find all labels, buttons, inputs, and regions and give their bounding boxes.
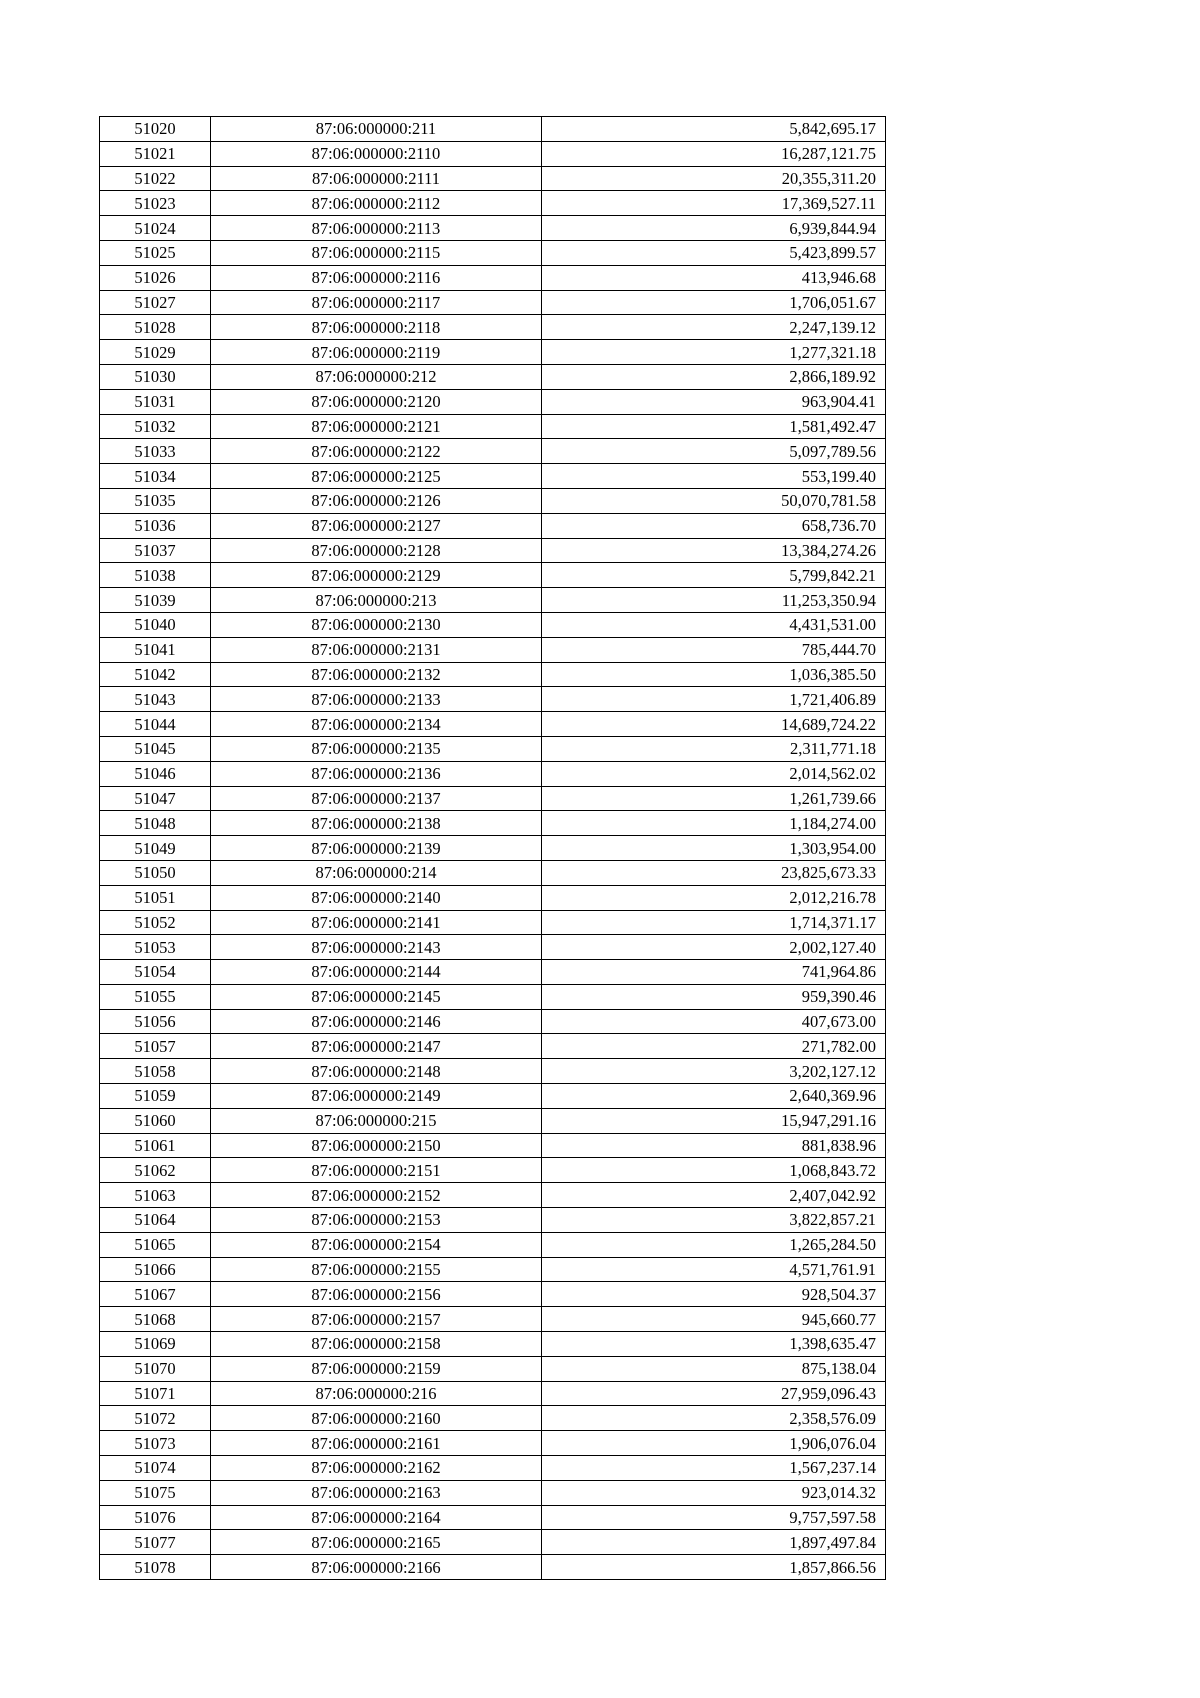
cadastral-number-cell: 87:06:000000:2117: [211, 290, 542, 315]
row-number-cell: 51040: [100, 612, 211, 637]
row-number-cell: 51064: [100, 1208, 211, 1233]
cadastral-number-cell: 87:06:000000:2134: [211, 712, 542, 737]
value-cell: 1,567,237.14: [542, 1456, 886, 1481]
cadastral-number-cell: 87:06:000000:216: [211, 1381, 542, 1406]
value-cell: 1,068,843.72: [542, 1158, 886, 1183]
table-row: [100, 1505, 886, 1530]
cadastral-number-cell: 87:06:000000:2160: [211, 1406, 542, 1431]
row-number-cell: 51060: [100, 1108, 211, 1133]
cadastral-number-cell: 87:06:000000:213: [211, 588, 542, 613]
value-cell: 4,571,761.91: [542, 1257, 886, 1282]
cadastral-number-cell: 87:06:000000:2141: [211, 910, 542, 935]
table-row: [100, 538, 886, 563]
value-cell: 14,689,724.22: [542, 712, 886, 737]
table-row: [100, 910, 886, 935]
table-row: [100, 637, 886, 662]
table-row: [100, 1084, 886, 1109]
value-cell: 741,964.86: [542, 960, 886, 985]
value-cell: 2,407,042.92: [542, 1183, 886, 1208]
cadastral-number-cell: 87:06:000000:2143: [211, 935, 542, 960]
value-cell: 945,660.77: [542, 1307, 886, 1332]
value-cell: 2,014,562.02: [542, 761, 886, 786]
value-cell: 17,369,527.11: [542, 191, 886, 216]
table-row: [100, 364, 886, 389]
cadastral-number-cell: 87:06:000000:211: [211, 117, 542, 142]
table-row: [100, 1480, 886, 1505]
value-cell: 553,199.40: [542, 464, 886, 489]
row-number-cell: 51067: [100, 1282, 211, 1307]
row-number-cell: 51063: [100, 1183, 211, 1208]
table-row: [100, 885, 886, 910]
value-cell: 2,640,369.96: [542, 1084, 886, 1109]
table-row: [100, 315, 886, 340]
row-number-cell: 51058: [100, 1059, 211, 1084]
cadastral-number-cell: 87:06:000000:2119: [211, 340, 542, 365]
row-number-cell: 51032: [100, 414, 211, 439]
value-cell: 23,825,673.33: [542, 860, 886, 885]
row-number-cell: 51073: [100, 1431, 211, 1456]
value-cell: 1,906,076.04: [542, 1431, 886, 1456]
value-cell: 928,504.37: [542, 1282, 886, 1307]
value-cell: 1,277,321.18: [542, 340, 886, 365]
cadastral-number-cell: 87:06:000000:2140: [211, 885, 542, 910]
row-number-cell: 51076: [100, 1505, 211, 1530]
row-number-cell: 51022: [100, 166, 211, 191]
cadastral-number-cell: 87:06:000000:2139: [211, 836, 542, 861]
table-row: [100, 786, 886, 811]
row-number-cell: 51062: [100, 1158, 211, 1183]
value-cell: 1,706,051.67: [542, 290, 886, 315]
row-number-cell: 51047: [100, 786, 211, 811]
row-number-cell: 51025: [100, 240, 211, 265]
cadastral-number-cell: 87:06:000000:2138: [211, 811, 542, 836]
value-cell: 1,857,866.56: [542, 1555, 886, 1580]
table-row: [100, 1282, 886, 1307]
value-cell: 658,736.70: [542, 513, 886, 538]
cadastral-number-cell: 87:06:000000:2136: [211, 761, 542, 786]
table-row: [100, 736, 886, 761]
cadastral-number-cell: 87:06:000000:2118: [211, 315, 542, 340]
cadastral-number-cell: 87:06:000000:2128: [211, 538, 542, 563]
row-number-cell: 51059: [100, 1084, 211, 1109]
table-row: [100, 712, 886, 737]
table-row: [100, 439, 886, 464]
table-row: [100, 984, 886, 1009]
row-number-cell: 51053: [100, 935, 211, 960]
row-number-cell: 51027: [100, 290, 211, 315]
value-cell: 2,866,189.92: [542, 364, 886, 389]
table-row: [100, 1158, 886, 1183]
table-row: [100, 1431, 886, 1456]
value-cell: 407,673.00: [542, 1009, 886, 1034]
table-row: [100, 935, 886, 960]
value-cell: 1,581,492.47: [542, 414, 886, 439]
value-cell: 1,721,406.89: [542, 687, 886, 712]
cadastral-number-cell: 87:06:000000:2147: [211, 1034, 542, 1059]
value-cell: 1,265,284.50: [542, 1232, 886, 1257]
row-number-cell: 51043: [100, 687, 211, 712]
cadastral-number-cell: 87:06:000000:2129: [211, 563, 542, 588]
cadastral-number-cell: 87:06:000000:2112: [211, 191, 542, 216]
row-number-cell: 51035: [100, 488, 211, 513]
cadastral-number-cell: 87:06:000000:2116: [211, 265, 542, 290]
table-row: [100, 414, 886, 439]
row-number-cell: 51069: [100, 1332, 211, 1357]
row-number-cell: 51074: [100, 1456, 211, 1481]
cadastral-number-cell: 87:06:000000:2132: [211, 662, 542, 687]
table-row: [100, 1108, 886, 1133]
value-cell: 1,398,635.47: [542, 1332, 886, 1357]
cadastral-number-cell: 87:06:000000:2127: [211, 513, 542, 538]
row-number-cell: 51037: [100, 538, 211, 563]
row-number-cell: 51046: [100, 761, 211, 786]
cadastral-number-cell: 87:06:000000:2115: [211, 240, 542, 265]
value-cell: 2,012,216.78: [542, 885, 886, 910]
row-number-cell: 51026: [100, 265, 211, 290]
value-cell: 5,842,695.17: [542, 117, 886, 142]
cadastral-number-cell: 87:06:000000:214: [211, 860, 542, 885]
table-row: [100, 1034, 886, 1059]
cadastral-number-cell: 87:06:000000:212: [211, 364, 542, 389]
table-row: [100, 612, 886, 637]
value-cell: 9,757,597.58: [542, 1505, 886, 1530]
cadastral-number-cell: 87:06:000000:2145: [211, 984, 542, 1009]
value-cell: 271,782.00: [542, 1034, 886, 1059]
row-number-cell: 51031: [100, 389, 211, 414]
table-row: [100, 1555, 886, 1580]
row-number-cell: 51023: [100, 191, 211, 216]
table-row: [100, 464, 886, 489]
cadastral-number-cell: 87:06:000000:2152: [211, 1183, 542, 1208]
row-number-cell: 51066: [100, 1257, 211, 1282]
row-number-cell: 51068: [100, 1307, 211, 1332]
cadastral-number-cell: 87:06:000000:2144: [211, 960, 542, 985]
row-number-cell: 51056: [100, 1009, 211, 1034]
cadastral-number-cell: 87:06:000000:2150: [211, 1133, 542, 1158]
cadastral-number-cell: 87:06:000000:2131: [211, 637, 542, 662]
cadastral-number-cell: 87:06:000000:2148: [211, 1059, 542, 1084]
cadastral-number-cell: 87:06:000000:2163: [211, 1480, 542, 1505]
value-cell: 5,423,899.57: [542, 240, 886, 265]
table-row: [100, 117, 886, 142]
value-cell: 11,253,350.94: [542, 588, 886, 613]
cadastral-number-cell: 87:06:000000:2146: [211, 1009, 542, 1034]
row-number-cell: 51042: [100, 662, 211, 687]
table-row: [100, 588, 886, 613]
row-number-cell: 51050: [100, 860, 211, 885]
table-row: [100, 662, 886, 687]
cadastral-number-cell: 87:06:000000:2149: [211, 1084, 542, 1109]
value-cell: 1,714,371.17: [542, 910, 886, 935]
table-row: [100, 389, 886, 414]
table-row: [100, 811, 886, 836]
table-row: [100, 761, 886, 786]
value-cell: 1,184,274.00: [542, 811, 886, 836]
cadastral-number-cell: 87:06:000000:2159: [211, 1356, 542, 1381]
table-row: [100, 1257, 886, 1282]
row-number-cell: 51057: [100, 1034, 211, 1059]
row-number-cell: 51030: [100, 364, 211, 389]
table-row: [100, 340, 886, 365]
table-row: [100, 860, 886, 885]
table-row: [100, 265, 886, 290]
value-cell: 785,444.70: [542, 637, 886, 662]
cadastral-number-cell: 87:06:000000:2137: [211, 786, 542, 811]
value-cell: 6,939,844.94: [542, 216, 886, 241]
value-cell: 963,904.41: [542, 389, 886, 414]
row-number-cell: 51034: [100, 464, 211, 489]
row-number-cell: 51061: [100, 1133, 211, 1158]
row-number-cell: 51039: [100, 588, 211, 613]
table-row: [100, 290, 886, 315]
table-row: [100, 191, 886, 216]
cadastral-number-cell: 87:06:000000:2165: [211, 1530, 542, 1555]
cadastral-number-cell: 87:06:000000:2155: [211, 1257, 542, 1282]
table-row: [100, 960, 886, 985]
cadastral-number-cell: 87:06:000000:2121: [211, 414, 542, 439]
table-row: [100, 166, 886, 191]
row-number-cell: 51021: [100, 141, 211, 166]
row-number-cell: 51020: [100, 117, 211, 142]
table-row: [100, 513, 886, 538]
value-cell: 3,822,857.21: [542, 1208, 886, 1233]
table-body: [100, 117, 886, 1580]
value-cell: 2,311,771.18: [542, 736, 886, 761]
value-cell: 1,303,954.00: [542, 836, 886, 861]
row-number-cell: 51038: [100, 563, 211, 588]
value-cell: 13,384,274.26: [542, 538, 886, 563]
table-row: [100, 1009, 886, 1034]
row-number-cell: 51055: [100, 984, 211, 1009]
row-number-cell: 51078: [100, 1555, 211, 1580]
cadastral-number-cell: 87:06:000000:2161: [211, 1431, 542, 1456]
row-number-cell: 51041: [100, 637, 211, 662]
row-number-cell: 51028: [100, 315, 211, 340]
table-row: [100, 1232, 886, 1257]
value-cell: 5,799,842.21: [542, 563, 886, 588]
table-row: [100, 1356, 886, 1381]
cadastral-number-cell: 87:06:000000:2111: [211, 166, 542, 191]
row-number-cell: 51054: [100, 960, 211, 985]
cadastral-number-cell: 87:06:000000:2154: [211, 1232, 542, 1257]
row-number-cell: 51070: [100, 1356, 211, 1381]
table-row: [100, 836, 886, 861]
cadastral-number-cell: 87:06:000000:2110: [211, 141, 542, 166]
cadastral-number-cell: 87:06:000000:2156: [211, 1282, 542, 1307]
value-cell: 1,036,385.50: [542, 662, 886, 687]
row-number-cell: 51077: [100, 1530, 211, 1555]
value-cell: 2,247,139.12: [542, 315, 886, 340]
row-number-cell: 51075: [100, 1480, 211, 1505]
value-cell: 923,014.32: [542, 1480, 886, 1505]
value-cell: 1,261,739.66: [542, 786, 886, 811]
value-cell: 50,070,781.58: [542, 488, 886, 513]
row-number-cell: 51036: [100, 513, 211, 538]
table-row: [100, 1183, 886, 1208]
value-cell: 4,431,531.00: [542, 612, 886, 637]
cadastral-number-cell: 87:06:000000:2122: [211, 439, 542, 464]
cadastral-number-cell: 87:06:000000:2130: [211, 612, 542, 637]
table-row: [100, 563, 886, 588]
row-number-cell: 51071: [100, 1381, 211, 1406]
table-row: [100, 1133, 886, 1158]
cadastral-number-cell: 87:06:000000:2166: [211, 1555, 542, 1580]
cadastral-number-cell: 87:06:000000:2151: [211, 1158, 542, 1183]
cadastral-number-cell: 87:06:000000:2158: [211, 1332, 542, 1357]
cadastral-value-table: [99, 116, 886, 1580]
cadastral-number-cell: 87:06:000000:2113: [211, 216, 542, 241]
cadastral-number-cell: 87:06:000000:2126: [211, 488, 542, 513]
cadastral-number-cell: 87:06:000000:2153: [211, 1208, 542, 1233]
row-number-cell: 51052: [100, 910, 211, 935]
table-row: [100, 216, 886, 241]
table-row: [100, 1208, 886, 1233]
table-row: [100, 1059, 886, 1084]
cadastral-number-cell: 87:06:000000:2125: [211, 464, 542, 489]
row-number-cell: 51045: [100, 736, 211, 761]
table-row: [100, 1307, 886, 1332]
value-cell: 1,897,497.84: [542, 1530, 886, 1555]
table-row: [100, 1456, 886, 1481]
value-cell: 20,355,311.20: [542, 166, 886, 191]
row-number-cell: 51024: [100, 216, 211, 241]
cadastral-number-cell: 87:06:000000:2164: [211, 1505, 542, 1530]
table-row: [100, 240, 886, 265]
table-row: [100, 1530, 886, 1555]
value-cell: 2,358,576.09: [542, 1406, 886, 1431]
row-number-cell: 51029: [100, 340, 211, 365]
value-cell: 5,097,789.56: [542, 439, 886, 464]
cadastral-number-cell: 87:06:000000:2135: [211, 736, 542, 761]
cadastral-number-cell: 87:06:000000:2157: [211, 1307, 542, 1332]
value-cell: 2,002,127.40: [542, 935, 886, 960]
cadastral-number-cell: 87:06:000000:215: [211, 1108, 542, 1133]
value-cell: 881,838.96: [542, 1133, 886, 1158]
cadastral-number-cell: 87:06:000000:2133: [211, 687, 542, 712]
table-row: [100, 1332, 886, 1357]
table-row: [100, 1381, 886, 1406]
row-number-cell: 51065: [100, 1232, 211, 1257]
value-cell: 413,946.68: [542, 265, 886, 290]
value-cell: 27,959,096.43: [542, 1381, 886, 1406]
row-number-cell: 51072: [100, 1406, 211, 1431]
table-row: [100, 141, 886, 166]
value-cell: 16,287,121.75: [542, 141, 886, 166]
row-number-cell: 51044: [100, 712, 211, 737]
table-row: [100, 488, 886, 513]
table-row: [100, 1406, 886, 1431]
cadastral-number-cell: 87:06:000000:2120: [211, 389, 542, 414]
row-number-cell: 51051: [100, 885, 211, 910]
row-number-cell: 51033: [100, 439, 211, 464]
row-number-cell: 51048: [100, 811, 211, 836]
row-number-cell: 51049: [100, 836, 211, 861]
cadastral-number-cell: 87:06:000000:2162: [211, 1456, 542, 1481]
value-cell: 875,138.04: [542, 1356, 886, 1381]
table-row: [100, 687, 886, 712]
value-cell: 15,947,291.16: [542, 1108, 886, 1133]
value-cell: 959,390.46: [542, 984, 886, 1009]
value-cell: 3,202,127.12: [542, 1059, 886, 1084]
